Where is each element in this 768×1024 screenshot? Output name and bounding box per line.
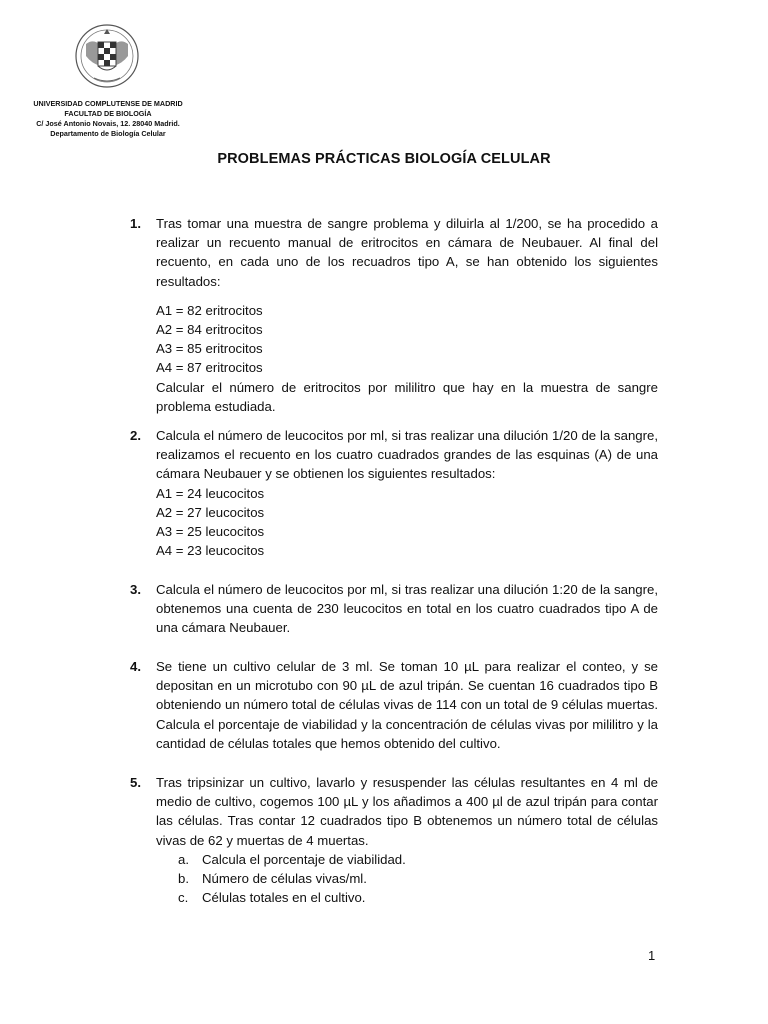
sub-item: [178, 850, 658, 869]
page-number: 1: [648, 948, 656, 963]
problem-5: [130, 773, 660, 907]
institution-line: FACULTAD DE BIOLOGÍA: [64, 109, 152, 118]
result-line: A4 = 23 leucocitos: [156, 543, 265, 559]
problem-1: [130, 214, 660, 416]
problem-number: 4.: [130, 659, 141, 674]
problem-text: Tras tripsinizar un cultivo, lavarlo y resuspender las células resultantes en 4 ml de medio de cultivo, cogemos 100 µL y los añadimos a 400 µl de azul tripán para contar las células. Tras contar 12 cuadrados tipo B obtenemos un número total de células vivas de 62 y muertas de 4 muertas.: [156, 775, 658, 848]
sub-item-letter: c.: [178, 890, 189, 906]
problem-2: [130, 426, 660, 560]
result-line: A4 = 87 eritrocitos: [156, 360, 263, 376]
problem-text: Tras tomar una muestra de sangre problema y diluirla al 1/200, se ha procedido a realizar un recuento manual de eritrocitos en cámara de Neubauer. Al final del recuento, en cada uno de los recuadros tipo A, se han obtenido los siguientes resultados:: [156, 216, 658, 289]
problem-question: Calcular el número de eritrocitos por mililitro que hay en la muestra de sangre problema estudiada.: [156, 379, 658, 414]
institution-line: Departamento de Biología Celular: [50, 129, 166, 138]
result-line: A2 = 27 leucocitos: [156, 504, 265, 520]
institution-line: UNIVERSIDAD COMPLUTENSE DE MADRID: [33, 99, 183, 108]
result-line: A3 = 85 eritrocitos: [156, 341, 263, 357]
sub-item-text: Células totales en el cultivo.: [202, 890, 366, 906]
university-seal-icon: [74, 20, 140, 92]
result-line: A2 = 84 eritrocitos: [156, 322, 263, 338]
sub-item: [178, 869, 658, 888]
problem-number: 5.: [130, 775, 141, 790]
result-line: A1 = 24 leucocitos: [156, 485, 265, 501]
institution-line: C/ José Antonio Novais, 12. 28040 Madrid.: [36, 119, 180, 128]
problem-text: Se tiene un cultivo celular de 3 ml. Se toman 10 µL para realizar el conteo, y se depositan en un microtubo con 90 µL de azul tripán. Se cuentan 16 cuadrados tipo B obteniendo un número total de células vivas de 114 con un total de 9 células muertas. Calcula el porcentaje de viabilidad y la concentración de células vivas por mililitro y la cantidad de células totales que hemos obtenido del cultivo.: [156, 659, 658, 751]
institution-block: [18, 99, 198, 139]
sub-item-text: Calcula el porcentaje de viabilidad.: [202, 851, 406, 867]
problem-number: 2.: [130, 428, 141, 443]
problem-text: Calcula el número de leucocitos por ml, si tras realizar una dilución 1:20 de la sangre, obtenemos una cuenta de 230 leucocitos en total en los cuatro cuadrados tipo A de una cámara Neubauer.: [156, 582, 658, 636]
sub-item-letter: a.: [178, 851, 189, 867]
problem-text: Calcula el número de leucocitos por ml, si tras realizar una dilución 1/20 de la sangre, realizamos el recuento en los cuatro cuadrados grandes de las esquinas (A) de una cámara Neubauer y se obtienen los siguientes resultados:: [156, 428, 658, 482]
sub-item: [178, 888, 658, 907]
sub-item-text: Número de células vivas/ml.: [202, 871, 367, 887]
result-line: A1 = 82 eritrocitos: [156, 302, 263, 318]
problem-number: 3.: [130, 582, 141, 597]
problem-4: [130, 657, 660, 753]
result-line: A3 = 25 leucocitos: [156, 524, 265, 540]
sub-item-letter: b.: [178, 871, 189, 887]
problem-3: [130, 580, 660, 638]
problem-number: 1.: [130, 216, 141, 231]
page-title: PROBLEMAS PRÁCTICAS BIOLOGÍA CELULAR: [217, 151, 551, 167]
